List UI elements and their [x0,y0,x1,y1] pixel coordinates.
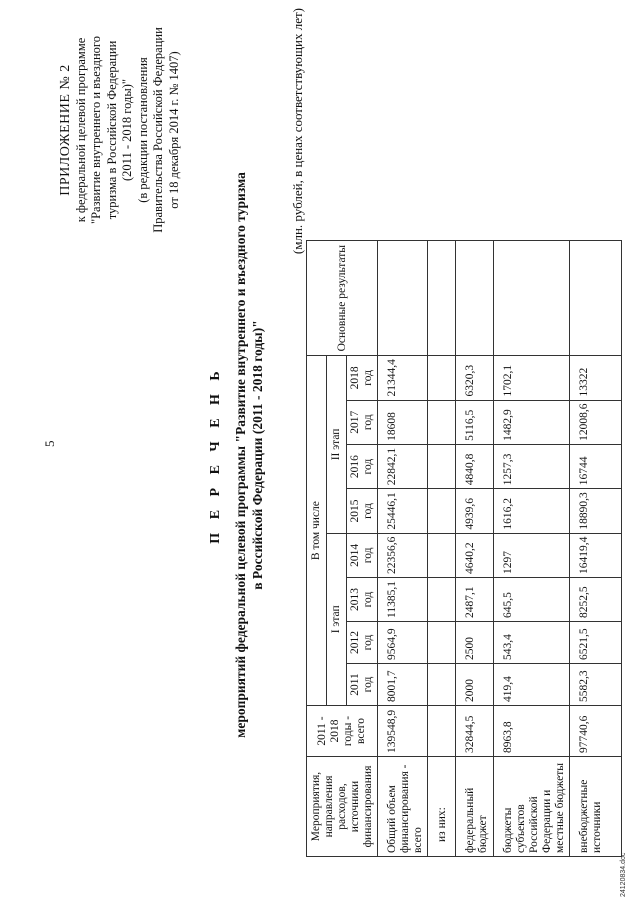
row-value: 8252,5 [570,578,622,622]
row-value: 2500 [456,622,494,664]
table-row [428,241,456,857]
row-value: 1616,2 [494,489,570,533]
row-value: 18890,3 [570,489,622,533]
row-total: 139548,9 [378,706,428,757]
appendix-header [58,10,182,250]
header-year: 2015 год [347,489,378,533]
row-label: федеральный бюджет [456,757,494,857]
row-label: бюджеты субъектов Российской Федерации и местные бюджеты [494,757,570,857]
header-year: 2011 год [347,664,378,706]
row-value: 5582,3 [570,664,622,706]
appendix-line: (2011 - 2018 годы)" [120,79,134,181]
units-note: (млн. рублей, в ценах соответствующих лет) [290,8,305,255]
row-value: 18608 [378,400,428,444]
row-total: 97740,6 [570,706,622,757]
row-value: 6521,5 [570,622,622,664]
header-year: 2014 год [347,533,378,577]
header-stage-2: II этап [327,356,347,534]
subtitle-line: в Российской Федерации (2011 - 2018 годы)" [250,320,265,590]
table-row [378,241,428,857]
row-results [378,241,428,356]
row-value: 2000 [456,664,494,706]
table-row [570,241,622,857]
header-activities: Мероприятия, направления расходов, источники финансирования [307,757,378,857]
row-value: 11385,1 [378,578,428,622]
subtitle-line: мероприятий федеральной целевой программы "Развитие внутреннего и въездного туризма [233,172,248,738]
row-value: 8001,7 [378,664,428,706]
header-total-years: 2011 - 2018 [316,716,341,746]
funding-table [306,240,622,857]
header-stage-1: I этап [327,533,347,705]
appendix-line: "Развитие внутреннего и въездного [89,36,103,224]
row-value: 16419,4 [570,533,622,577]
header-year: 2018 год [347,356,378,400]
row-value: 4939,6 [456,489,494,533]
row-value: 12008,6 [570,400,622,444]
row-value: 1297 [494,533,570,577]
header-year: 2012 год [347,622,378,664]
table-row [456,241,494,857]
row-total: 8963,8 [494,706,570,757]
appendix-line: туризма в Российской Федерации [104,40,119,220]
row-value: 4640,2 [456,533,494,577]
row-value: 13322 [570,356,622,400]
header-total [307,706,378,757]
appendix-line: (в редакции постановления [135,57,150,203]
row-value: 4840,8 [456,444,494,488]
appendix-line: ПРИЛОЖЕНИЕ № 2 [58,64,73,196]
row-value: 9564,9 [378,622,428,664]
row-label: внебюджетные источники [570,757,622,857]
header-year: 2016 год [347,444,378,488]
document-subtitle [232,105,266,805]
row-value: 25446,1 [378,489,428,533]
row-value: 16744 [570,444,622,488]
document-title: П Е Р Е Ч Е Н Ь [208,366,223,544]
row-label: Общий объем финансирования - всего [378,757,428,857]
row-value: 645,5 [494,578,570,622]
row-value: 543,4 [494,622,570,664]
header-total-label: годы - всего [342,715,367,747]
row-value: 419,4 [494,664,570,706]
row-total: 32844,5 [456,706,494,757]
page-number: 5 [42,440,57,447]
row-value: 6320,3 [456,356,494,400]
row-value: 5116,5 [456,400,494,444]
header-including: В том числе [307,356,327,706]
row-value: 1702,1 [494,356,570,400]
table-row [494,241,570,857]
row-value: 22356,6 [378,533,428,577]
row-value: 1257,3 [494,444,570,488]
row-value: 22842,1 [378,444,428,488]
row-value: 21344,4 [378,356,428,400]
row-label: из них: [428,757,456,857]
appendix-line: к федеральной целевой программе [73,37,88,223]
header-year: 2013 год [347,578,378,622]
header-results: Основные результаты [307,241,378,356]
footer-filename: 24120834.doc [620,852,627,897]
appendix-line: Правительства Российской Федерации [151,27,165,233]
row-value: 1482,9 [494,400,570,444]
appendix-line: от 18 декабря 2014 г. № 1407) [166,51,181,209]
row-value: 2487,1 [456,578,494,622]
header-year: 2017 год [347,400,378,444]
